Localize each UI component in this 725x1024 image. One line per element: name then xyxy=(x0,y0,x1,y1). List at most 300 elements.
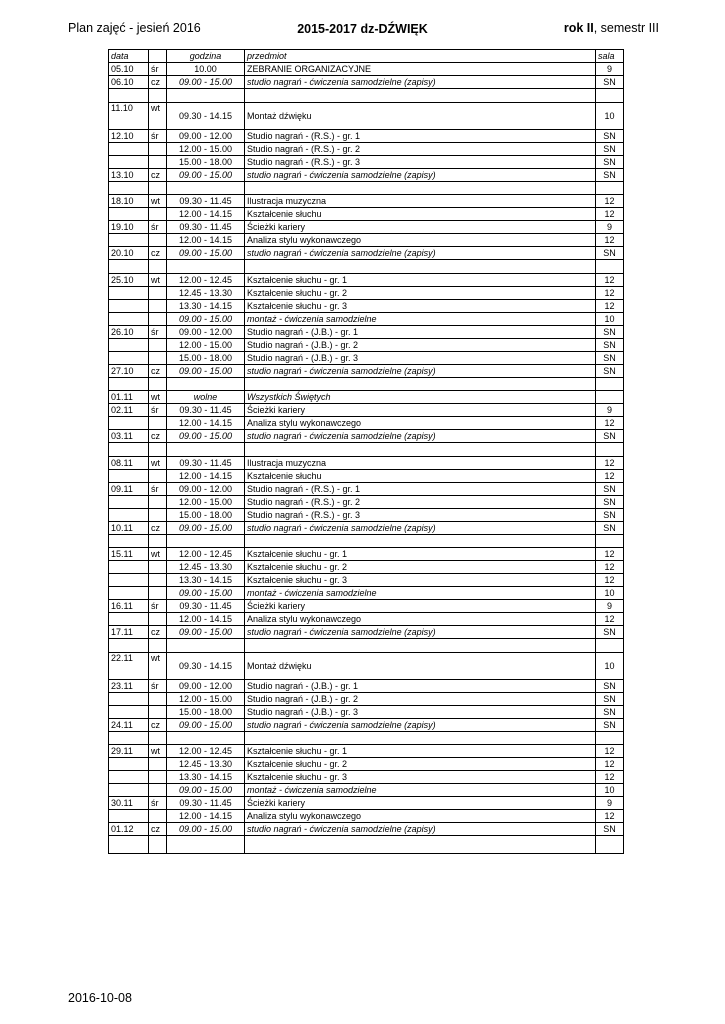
cell-day: wt xyxy=(149,391,167,404)
cell-day xyxy=(149,639,167,653)
table-row xyxy=(109,705,624,718)
cell-subject: Ilustracja muzyczna xyxy=(245,456,596,469)
cell-room: 10 xyxy=(596,784,624,797)
cell-subject: Studio nagrań - (R.S.) - gr. 1 xyxy=(245,482,596,495)
cell-room: 12 xyxy=(596,574,624,587)
table-row xyxy=(109,745,624,758)
cell-subject: Kształcenie słuchu - gr. 3 xyxy=(245,299,596,312)
separator-row xyxy=(109,89,624,103)
cell-time: 12.00 - 14.15 xyxy=(167,810,245,823)
cell-room: 9 xyxy=(596,63,624,76)
cell-day: cz xyxy=(149,430,167,443)
cell-day xyxy=(149,443,167,457)
cell-subject: studio nagrań - ćwiczenia samodzielne (zapisy) xyxy=(245,430,596,443)
cell-time: 15.00 - 18.00 xyxy=(167,155,245,168)
cell-subject xyxy=(245,181,596,195)
table-row xyxy=(109,338,624,351)
cell-day: wt xyxy=(149,652,167,679)
cell-date: 11.10 xyxy=(109,102,149,129)
cell-subject: Ścieżki kariery xyxy=(245,600,596,613)
cell-time: 09.30 - 14.15 xyxy=(167,652,245,679)
cell-subject: Montaż dźwięku xyxy=(245,102,596,129)
cell-day: śr xyxy=(149,482,167,495)
cell-time: 12.00 - 14.15 xyxy=(167,417,245,430)
table-row xyxy=(109,247,624,260)
cell-day: cz xyxy=(149,718,167,731)
cell-subject: Kształcenie słuchu - gr. 1 xyxy=(245,548,596,561)
table-row xyxy=(109,208,624,221)
cell-room: SN xyxy=(596,823,624,836)
table-row xyxy=(109,600,624,613)
cell-date xyxy=(109,89,149,103)
cell-subject: Studio nagrań - (R.S.) - gr. 1 xyxy=(245,129,596,142)
cell-room: SN xyxy=(596,76,624,89)
cell-date: 23.11 xyxy=(109,679,149,692)
table-row xyxy=(109,613,624,626)
table-row xyxy=(109,195,624,208)
cell-time: 12.00 - 14.15 xyxy=(167,469,245,482)
cell-subject: Kształcenie słuchu - gr. 3 xyxy=(245,574,596,587)
cell-day: śr xyxy=(149,679,167,692)
cell-subject: studio nagrań - ćwiczenia samodzielne (zapisy) xyxy=(245,823,596,836)
cell-day xyxy=(149,142,167,155)
cell-time: 15.00 - 18.00 xyxy=(167,705,245,718)
cell-subject: Studio nagrań - (R.S.) - gr. 2 xyxy=(245,495,596,508)
cell-room: 9 xyxy=(596,221,624,234)
cell-room: SN xyxy=(596,482,624,495)
table-row xyxy=(109,626,624,639)
cell-date xyxy=(109,181,149,195)
table-row xyxy=(109,364,624,377)
table-row xyxy=(109,102,624,129)
cell-subject: Studio nagrań - (R.S.) - gr. 3 xyxy=(245,155,596,168)
cell-room: 10 xyxy=(596,102,624,129)
table-row xyxy=(109,508,624,521)
cell-date: 01.12 xyxy=(109,823,149,836)
cell-date: 19.10 xyxy=(109,221,149,234)
cell-subject: Studio nagrań - (J.B.) - gr. 1 xyxy=(245,679,596,692)
cell-room: 9 xyxy=(596,404,624,417)
cell-time: 09.00 - 15.00 xyxy=(167,247,245,260)
cell-subject: studio nagrań - ćwiczenia samodzielne (zapisy) xyxy=(245,626,596,639)
separator-row xyxy=(109,181,624,195)
cell-date: 15.11 xyxy=(109,548,149,561)
cell-date: 01.11 xyxy=(109,391,149,404)
cell-day: wt xyxy=(149,548,167,561)
cell-room: SN xyxy=(596,679,624,692)
table-row xyxy=(109,168,624,181)
table-row xyxy=(109,574,624,587)
cell-time: 12.00 - 12.45 xyxy=(167,548,245,561)
cell-subject: montaż - ćwiczenia samodzielne xyxy=(245,587,596,600)
cell-day: wt xyxy=(149,273,167,286)
cell-day xyxy=(149,286,167,299)
cell-date xyxy=(109,443,149,457)
cell-day: cz xyxy=(149,168,167,181)
cell-time: 15.00 - 18.00 xyxy=(167,508,245,521)
table-row xyxy=(109,548,624,561)
cell-date xyxy=(109,208,149,221)
cell-time: wolne xyxy=(167,391,245,404)
cell-date xyxy=(109,234,149,247)
table-row xyxy=(109,221,624,234)
cell-day xyxy=(149,561,167,574)
semester-label: , semestr III xyxy=(593,21,659,35)
cell-room: 12 xyxy=(596,286,624,299)
cell-date: 09.11 xyxy=(109,482,149,495)
cell-day: cz xyxy=(149,364,167,377)
cell-time: 13.30 - 14.15 xyxy=(167,574,245,587)
cell-day xyxy=(149,89,167,103)
cell-time: 12.00 - 15.00 xyxy=(167,495,245,508)
cell-date xyxy=(109,286,149,299)
table-row xyxy=(109,718,624,731)
cell-subject xyxy=(245,89,596,103)
cell-subject: studio nagrań - ćwiczenia samodzielne (zapisy) xyxy=(245,168,596,181)
cell-subject: Studio nagrań - (R.S.) - gr. 3 xyxy=(245,508,596,521)
cell-room: 12 xyxy=(596,771,624,784)
cell-time xyxy=(167,731,245,745)
cell-day: śr xyxy=(149,600,167,613)
cell-day xyxy=(149,495,167,508)
cell-time: 12.00 - 14.15 xyxy=(167,234,245,247)
cell-time: 09.00 - 12.00 xyxy=(167,482,245,495)
schedule-table xyxy=(108,49,624,854)
cell-day: wt xyxy=(149,456,167,469)
cell-day: cz xyxy=(149,247,167,260)
table-row xyxy=(109,404,624,417)
cell-date: 25.10 xyxy=(109,273,149,286)
cell-day xyxy=(149,338,167,351)
cell-room: 12 xyxy=(596,810,624,823)
cell-day xyxy=(149,613,167,626)
cell-room: 9 xyxy=(596,797,624,810)
cell-subject: studio nagrań - ćwiczenia samodzielne (zapisy) xyxy=(245,718,596,731)
cell-room: 12 xyxy=(596,456,624,469)
cell-date xyxy=(109,574,149,587)
cell-time: 09.30 - 14.15 xyxy=(167,102,245,129)
cell-subject xyxy=(245,377,596,391)
cell-date: 10.11 xyxy=(109,521,149,534)
cell-time: 09.00 - 15.00 xyxy=(167,312,245,325)
cell-date xyxy=(109,758,149,771)
table-row xyxy=(109,469,624,482)
cell-day xyxy=(149,260,167,274)
cell-subject: Studio nagrań - (R.S.) - gr. 2 xyxy=(245,142,596,155)
year-label: rok II xyxy=(563,21,594,35)
cell-date: 30.11 xyxy=(109,797,149,810)
cell-room: 12 xyxy=(596,273,624,286)
table-row xyxy=(109,312,624,325)
cell-time: 09.30 - 11.45 xyxy=(167,221,245,234)
cell-time: 09.00 - 15.00 xyxy=(167,76,245,89)
cell-date xyxy=(109,142,149,155)
table-row xyxy=(109,810,624,823)
cell-room xyxy=(596,443,624,457)
cell-date: 29.11 xyxy=(109,745,149,758)
cell-subject: Ścieżki kariery xyxy=(245,797,596,810)
cell-subject: ZEBRANIE ORGANIZACYJNE xyxy=(245,63,596,76)
cell-time xyxy=(167,260,245,274)
table-row xyxy=(109,692,624,705)
cell-subject: Kształcenie słuchu - gr. 3 xyxy=(245,771,596,784)
separator-row xyxy=(109,731,624,745)
cell-date: 27.10 xyxy=(109,364,149,377)
cell-subject: montaż - ćwiczenia samodzielne xyxy=(245,784,596,797)
column-header-day xyxy=(149,50,167,63)
cell-date xyxy=(109,731,149,745)
cell-day xyxy=(149,312,167,325)
cell-room: 12 xyxy=(596,208,624,221)
cell-subject: Kształcenie słuchu - gr. 2 xyxy=(245,286,596,299)
cell-day xyxy=(149,299,167,312)
cell-date xyxy=(109,508,149,521)
cell-subject: Studio nagrań - (J.B.) - gr. 3 xyxy=(245,705,596,718)
cell-date: 17.11 xyxy=(109,626,149,639)
table-row xyxy=(109,456,624,469)
plan-title: Plan zajęć - jesień 2016 xyxy=(68,21,201,35)
cell-day xyxy=(149,836,167,854)
table-row xyxy=(109,482,624,495)
cell-day xyxy=(149,181,167,195)
cell-subject: montaż - ćwiczenia samodzielne xyxy=(245,312,596,325)
table-header-row xyxy=(109,50,624,63)
cell-day: śr xyxy=(149,63,167,76)
cell-room: 12 xyxy=(596,469,624,482)
cell-date: 03.11 xyxy=(109,430,149,443)
cell-time xyxy=(167,443,245,457)
cell-date xyxy=(109,469,149,482)
table-row xyxy=(109,299,624,312)
cell-time: 12.00 - 14.15 xyxy=(167,613,245,626)
cell-time: 09.00 - 15.00 xyxy=(167,430,245,443)
cell-day xyxy=(149,784,167,797)
table-row xyxy=(109,325,624,338)
cell-day: śr xyxy=(149,404,167,417)
cell-date xyxy=(109,561,149,574)
cell-room: SN xyxy=(596,718,624,731)
cell-time xyxy=(167,836,245,854)
cell-room: SN xyxy=(596,129,624,142)
cell-time: 12.00 - 12.45 xyxy=(167,745,245,758)
cell-time: 12.45 - 13.30 xyxy=(167,286,245,299)
cell-time xyxy=(167,89,245,103)
table-row xyxy=(109,758,624,771)
cell-day xyxy=(149,692,167,705)
cell-date: 02.11 xyxy=(109,404,149,417)
cell-day: cz xyxy=(149,823,167,836)
cell-time: 12.00 - 15.00 xyxy=(167,692,245,705)
table-row xyxy=(109,652,624,679)
cell-subject: Kształcenie słuchu - gr. 2 xyxy=(245,561,596,574)
cell-date: 05.10 xyxy=(109,63,149,76)
table-row xyxy=(109,430,624,443)
cell-time: 13.30 - 14.15 xyxy=(167,299,245,312)
cell-room: SN xyxy=(596,508,624,521)
cell-subject: Ścieżki kariery xyxy=(245,221,596,234)
cell-time: 12.45 - 13.30 xyxy=(167,561,245,574)
cell-date: 24.11 xyxy=(109,718,149,731)
cell-subject: Kształcenie słuchu - gr. 1 xyxy=(245,273,596,286)
separator-row xyxy=(109,377,624,391)
cell-time: 09.00 - 15.00 xyxy=(167,587,245,600)
cell-room xyxy=(596,181,624,195)
cell-room xyxy=(596,534,624,548)
cell-day xyxy=(149,731,167,745)
cell-date xyxy=(109,260,149,274)
cell-time: 13.30 - 14.15 xyxy=(167,771,245,784)
cell-subject: Kształcenie słuchu - gr. 2 xyxy=(245,758,596,771)
cell-subject xyxy=(245,836,596,854)
cell-subject: Ilustracja muzyczna xyxy=(245,195,596,208)
cell-room xyxy=(596,639,624,653)
table-row xyxy=(109,771,624,784)
column-header-subject: przedmiot xyxy=(245,50,596,63)
cell-time: 09.00 - 15.00 xyxy=(167,823,245,836)
cell-date xyxy=(109,771,149,784)
cell-subject: Kształcenie słuchu xyxy=(245,469,596,482)
table-row xyxy=(109,351,624,364)
separator-row xyxy=(109,443,624,457)
program-title: 2015-2017 dz-DŹWIĘK xyxy=(297,22,428,36)
cell-day xyxy=(149,234,167,247)
cell-room xyxy=(596,836,624,854)
cell-room: 12 xyxy=(596,234,624,247)
cell-day: wt xyxy=(149,102,167,129)
cell-room: SN xyxy=(596,692,624,705)
cell-subject: Studio nagrań - (J.B.) - gr. 2 xyxy=(245,692,596,705)
cell-date xyxy=(109,836,149,854)
cell-subject: Analiza stylu wykonawczego xyxy=(245,234,596,247)
cell-day xyxy=(149,587,167,600)
cell-day xyxy=(149,377,167,391)
cell-date xyxy=(109,377,149,391)
table-row xyxy=(109,587,624,600)
cell-time: 10.00 xyxy=(167,63,245,76)
cell-room xyxy=(596,260,624,274)
cell-time: 09.30 - 11.45 xyxy=(167,456,245,469)
cell-subject: Kształcenie słuchu xyxy=(245,208,596,221)
table-row xyxy=(109,417,624,430)
cell-room: 12 xyxy=(596,745,624,758)
table-row xyxy=(109,142,624,155)
cell-date xyxy=(109,312,149,325)
cell-room xyxy=(596,89,624,103)
cell-time: 15.00 - 18.00 xyxy=(167,351,245,364)
cell-subject: Wszystkich Świętych xyxy=(245,391,596,404)
cell-day: cz xyxy=(149,521,167,534)
cell-room: 12 xyxy=(596,561,624,574)
cell-subject: studio nagrań - ćwiczenia samodzielne (zapisy) xyxy=(245,521,596,534)
cell-day xyxy=(149,508,167,521)
cell-time: 09.00 - 15.00 xyxy=(167,168,245,181)
cell-subject: studio nagrań - ćwiczenia samodzielne (zapisy) xyxy=(245,247,596,260)
cell-day xyxy=(149,155,167,168)
end-row xyxy=(109,836,624,854)
column-header-time: godzina xyxy=(167,50,245,63)
cell-date: 06.10 xyxy=(109,76,149,89)
column-header-room: sala xyxy=(596,50,624,63)
table-row xyxy=(109,63,624,76)
cell-room: SN xyxy=(596,521,624,534)
cell-time: 09.00 - 15.00 xyxy=(167,784,245,797)
cell-date xyxy=(109,692,149,705)
cell-room: SN xyxy=(596,364,624,377)
cell-date xyxy=(109,705,149,718)
cell-day: wt xyxy=(149,745,167,758)
table-row xyxy=(109,391,624,404)
cell-room: SN xyxy=(596,325,624,338)
cell-time: 09.00 - 15.00 xyxy=(167,521,245,534)
cell-time: 09.00 - 15.00 xyxy=(167,718,245,731)
cell-time: 09.30 - 11.45 xyxy=(167,600,245,613)
cell-day: cz xyxy=(149,76,167,89)
cell-time xyxy=(167,377,245,391)
cell-room: SN xyxy=(596,626,624,639)
cell-date xyxy=(109,587,149,600)
cell-day xyxy=(149,534,167,548)
separator-row xyxy=(109,260,624,274)
cell-date: 08.11 xyxy=(109,456,149,469)
cell-subject xyxy=(245,534,596,548)
cell-date: 12.10 xyxy=(109,129,149,142)
print-date: 2016-10-08 xyxy=(68,991,132,1005)
table-row xyxy=(109,286,624,299)
cell-room: SN xyxy=(596,338,624,351)
cell-day xyxy=(149,417,167,430)
cell-subject xyxy=(245,639,596,653)
schedule-body xyxy=(109,50,624,854)
table-row xyxy=(109,561,624,574)
cell-room: SN xyxy=(596,168,624,181)
cell-room: SN xyxy=(596,430,624,443)
cell-time: 09.00 - 12.00 xyxy=(167,325,245,338)
cell-date: 26.10 xyxy=(109,325,149,338)
cell-day xyxy=(149,469,167,482)
cell-room: SN xyxy=(596,351,624,364)
cell-time xyxy=(167,534,245,548)
cell-day xyxy=(149,574,167,587)
cell-room: 10 xyxy=(596,312,624,325)
cell-day: wt xyxy=(149,195,167,208)
cell-room: 12 xyxy=(596,613,624,626)
table-row xyxy=(109,129,624,142)
table-row xyxy=(109,495,624,508)
cell-subject: Ścieżki kariery xyxy=(245,404,596,417)
cell-day: śr xyxy=(149,325,167,338)
cell-time: 12.00 - 12.45 xyxy=(167,273,245,286)
cell-subject: Analiza stylu wykonawczego xyxy=(245,810,596,823)
cell-date xyxy=(109,639,149,653)
cell-time: 12.45 - 13.30 xyxy=(167,758,245,771)
cell-time: 09.30 - 11.45 xyxy=(167,404,245,417)
cell-date xyxy=(109,338,149,351)
separator-row xyxy=(109,639,624,653)
cell-date: 18.10 xyxy=(109,195,149,208)
cell-day: śr xyxy=(149,221,167,234)
cell-date xyxy=(109,810,149,823)
cell-room: SN xyxy=(596,247,624,260)
table-row xyxy=(109,679,624,692)
cell-room: 12 xyxy=(596,299,624,312)
cell-subject xyxy=(245,443,596,457)
separator-row xyxy=(109,534,624,548)
cell-time: 09.00 - 15.00 xyxy=(167,626,245,639)
table-row xyxy=(109,234,624,247)
cell-day xyxy=(149,705,167,718)
cell-day xyxy=(149,351,167,364)
cell-date xyxy=(109,155,149,168)
